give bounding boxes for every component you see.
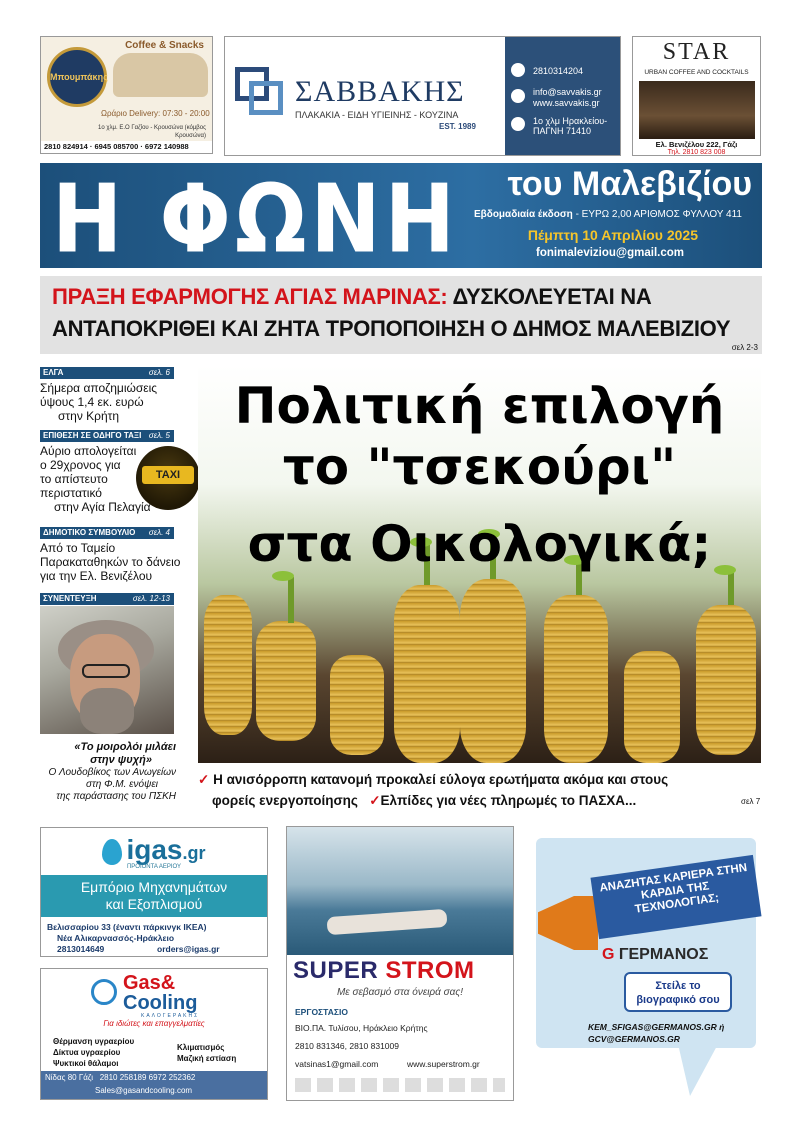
taxi-sign-text: TAXI (142, 466, 194, 484)
story-line: Από το Ταμείο (40, 541, 116, 555)
star-phone: Τηλ. 2810 823 008 (667, 149, 726, 156)
lead-page-ref: σελ 2-3 (731, 343, 758, 352)
check-icon: ✓ (198, 772, 210, 787)
star-storefront-image (639, 81, 755, 139)
germanos-question: ΑΝΑΖΗΤΑΣ ΚΑΡΙΕΡΑ ΣΤΗΝ ΚΑΡΔΙΑ ΤΗΣ ΤΕΧΝΟΛΟΓΙΑΣ; (590, 855, 761, 939)
ad-star[interactable] (632, 36, 761, 156)
germanos-email-1[interactable]: KEM_SFIGAS@GERMANOS.GR ή (588, 1022, 725, 1032)
interview-desc-3: της παράστασης του ΠΣΚΗ (56, 791, 176, 802)
check-icon: ✓ (369, 793, 381, 808)
snowflake-icon (91, 979, 117, 1005)
igas-address-2: Νέα Αλικαρνασσός-Ηράκλειο (57, 933, 175, 943)
lead-line-1-rest: ΔΥΣΚΟΛΕΥΕΤΑΙ ΝΑ (447, 284, 652, 309)
taxi-sign-image (136, 446, 200, 510)
story-line: Αύριο απολογείται (40, 444, 137, 458)
interview-portrait[interactable] (40, 606, 174, 734)
gas-phones: 2810 258189 6972 252362 (99, 1073, 196, 1082)
story-line: το απίστευτο (40, 472, 108, 486)
igas-domain: .gr (182, 843, 206, 863)
germanos-email-2[interactable]: GCV@GERMANOS.GR (588, 1034, 680, 1044)
star-brand: STAR (662, 39, 731, 65)
section-page: σελ. 4 (148, 528, 170, 537)
savvakis-email: info@savvakis.gr (533, 87, 602, 97)
section-page: σελ. 6 (148, 368, 170, 377)
sea-mattress-image (287, 827, 513, 955)
delivery-hours: Ωράριο Delivery: 07:30 - 20:00 (101, 109, 210, 118)
story-line: περιστατικό (40, 486, 102, 500)
section-bar-interview (40, 593, 174, 605)
igas-band (41, 875, 267, 917)
section-page: σελ. 5 (148, 431, 170, 440)
glasses-icon (82, 664, 130, 678)
ad-phones: 2810 824914 · 6945 085700 · 6972 140988 (41, 141, 212, 153)
germanos-brand-text: ΓΕΡΜΑΝΟΣ (618, 946, 709, 963)
star-tagline: URBAN COFFEE AND COCKTAILS (644, 69, 749, 76)
sidebar-item-taxi[interactable] (40, 444, 151, 514)
gas-email: Sales@gasandcooling.com (95, 1086, 193, 1095)
newspaper-title: Η ΦΩΝΗ (52, 164, 459, 268)
igas-logo (41, 834, 267, 866)
send-line: Στείλε το (655, 980, 701, 992)
issue-date: Πέμπτη 10 Απριλίου 2025 (527, 227, 698, 243)
savvakis-contact-panel (505, 37, 621, 155)
igas-band-line: και Εξοπλισμού (105, 896, 203, 912)
savvakis-brand: ΣΑΒΒΑΚΗΣ (295, 75, 465, 108)
lead-line-2: ΑΝΤΑΠΟΚΡΙΘΕΙ ΚΑΙ ΖΗΤΑ ΤΡΟΠΟΠΟΙΗΣΗ Ο ΔΗΜΟΣ ΜΑΛΕΒΙΖΙΟΥ (52, 316, 731, 341)
section-label: ΕΠΙΘΕΣΗ ΣΕ ΟΔΗΓΟ ΤΑΞΙ (43, 431, 142, 440)
story-line: ύψους 1,4 εκ. ευρώ (40, 395, 144, 409)
savvakis-web: www.savvakis.gr (533, 98, 600, 108)
story-line: στην Κρήτη (58, 409, 120, 423)
interview-quote-2: στην ψυχή» (90, 754, 152, 766)
story-line: Παρακαταθηκών το δάνειο (40, 555, 181, 569)
subline-text: Η ανισόρροπη κατανομή προκαλεί εύλογα ερωτήματα ακόμα και στους (213, 772, 669, 787)
interview-quote-1: «Το μοιρολόι μιλάει (74, 741, 176, 753)
story-line: στην Αγία Πελαγία (54, 500, 151, 514)
edition-info (474, 209, 742, 220)
gas-brand-line: Gas& (123, 972, 176, 994)
igas-tagline: ΠΡΟΙΟΝΤΑ ΑΕΡΙΟΥ (126, 864, 182, 870)
savvakis-logo-icon (235, 67, 285, 117)
gas-surname: ΚΑΛΟΓΕΡΑΚΗΣ (141, 1013, 200, 1019)
gas-cooling-brand (123, 973, 197, 1013)
superstrom-web: www.superstrom.gr (407, 1059, 480, 1069)
newspaper-email[interactable]: fonimaleviziou@gmail.com (536, 247, 684, 259)
interview-desc-1: Ο Λουδοβίκος των Ανωγείων (48, 767, 176, 778)
igas-phone: 2813014649 (57, 944, 105, 954)
superstrom-address: ΒΙΟ.ΠΑ. Τυλίσου, Ηράκλειο Κρήτης (295, 1023, 428, 1033)
sidebar-item-council[interactable] (40, 541, 180, 583)
main-subline-1 (198, 772, 668, 788)
section-page: σελ. 12-13 (132, 594, 170, 603)
savvakis-phone: 2810314204 (533, 66, 584, 76)
section-label: ΣΥΝΕΝΤΕΥΞΗ (43, 594, 97, 603)
ad-gas-cooling[interactable] (40, 968, 268, 1100)
section-bar-taxi (40, 430, 174, 442)
main-page-ref: σελ 7 (741, 797, 761, 806)
ad-savvakis[interactable] (224, 36, 621, 156)
gas-contact (41, 1071, 267, 1099)
gas-service: Θέρμανση υγραερίου (53, 1037, 135, 1046)
story-line: ο 29χρονος για (40, 458, 121, 472)
lead-kicker: ΠΡΑΞΗ ΕΦΑΡΜΟΓΗΣ ΑΓΙΑΣ ΜΑΡΙΝΑΣ: (52, 284, 448, 309)
main-headline-2[interactable]: το "τσεκούρι" (282, 438, 677, 496)
ad-address: 1ο χλμ. Ε.Ο Γαζίου - Κρουσώνα (κόμβος Κρουσώνα) (98, 125, 206, 139)
savvakis-subtitle: ΠΛΑΚΑΚΙΑ - ΕΙΔΗ ΥΓΙΕΙΝΗΣ - ΚΟΥΖΙΝΑ (295, 110, 459, 120)
ad-superstrom[interactable] (286, 826, 514, 1101)
send-line: βιογραφικό σου (636, 994, 720, 1006)
savvakis-brand-panel (225, 37, 505, 155)
ad-germanos[interactable] (528, 826, 762, 1101)
igas-email: orders@igas.gr (157, 944, 220, 954)
gas-brand-line: Cooling (123, 992, 198, 1014)
section-label: ΕΛΓΑ (43, 368, 64, 377)
newspaper-subtitle: του Μαλεβιζίου (507, 165, 752, 203)
igas-band-line: Εμπόριο Μηχανημάτων (80, 879, 228, 895)
story-line: Σήμερα αποζημιώσεις (40, 381, 158, 395)
gas-service: Κλιματισμός (177, 1043, 225, 1052)
superstrom-factory: ΕΡΓΟΣΤΑΣΙΟ (295, 1007, 348, 1017)
savvakis-address: 1ο χλμ Ηρακλείου-ΠΑΓΝΗ 71410 (533, 116, 608, 136)
certification-logos (295, 1078, 505, 1092)
igas-brand: igas (126, 834, 183, 865)
subline-text: Ελπίδες για νέες πληρωμές το ΠΑΣΧΑ... (380, 793, 637, 808)
gas-service: Μαζική εστίαση (177, 1054, 237, 1063)
germanos-logo-icon: G (602, 946, 619, 963)
star-address: Ελ. Βενιζέλου 222, Γάζι (655, 140, 738, 149)
superstrom-brand-a: SUPER (293, 957, 386, 984)
section-bar-council (40, 527, 174, 539)
germanos-send-cv (624, 972, 732, 1012)
interview-desc-2: στη Φ.Μ. ενόψει (86, 779, 158, 790)
gas-tagline: Για ιδιώτες και επαγγελματίες (103, 1019, 205, 1028)
ad-mpoulakis[interactable] (40, 36, 213, 154)
weekly-label: Εβδομαδιαία έκδοση (473, 209, 573, 220)
superstrom-tagline: Με σεβασμό στα όνειρά σας! (336, 987, 464, 998)
superstrom-brand-b: STROM (385, 957, 475, 984)
igas-address-1: Βελισσαρίου 33 (έναντι πάρκινγκ ΙΚΕΑ) (47, 922, 207, 932)
ad-igas[interactable] (40, 827, 268, 957)
subline-text: φορείς ενεργοποίησης (212, 793, 358, 808)
price-issue: - ΕΥΡΩ 2,00 ΑΡΙΘΜΟΣ ΦΥΛΛΟΥ 411 (575, 209, 742, 220)
main-headline-3[interactable]: στα Οικολογικά; (247, 515, 712, 573)
ad-tagline: Coffee & Snacks (125, 40, 204, 51)
superstrom-phones: 2810 831346, 2810 831009 (295, 1041, 399, 1051)
mpoulakis-brand: Μπουμπάκης (50, 72, 108, 82)
savvakis-est: EST. 1989 (439, 122, 476, 131)
flame-icon (102, 839, 122, 865)
main-headline-1[interactable]: Πολιτική επιλογή (234, 377, 725, 435)
phone-icon (511, 63, 525, 77)
lead-line-1 (52, 284, 651, 310)
gas-service: Ψυκτικοί θάλαμοι (53, 1059, 119, 1068)
germanos-brand (602, 946, 708, 964)
section-bar-elga (40, 367, 174, 379)
section-label: ΔΗΜΟΤΙΚΟ ΣΥΜΒΟΥΛΙΟ (43, 528, 136, 537)
gas-address: Νίδας 80 Γάζι (45, 1073, 94, 1082)
superstrom-email: vatsinas1@gmail.com (295, 1059, 379, 1069)
mpoulakis-logo (47, 47, 107, 107)
main-subline-2 (212, 793, 636, 809)
gas-service: Δίκτυα υγραερίου (53, 1048, 121, 1057)
story-line: για την Ελ. Βενιζέλου (40, 569, 153, 583)
interview-caption[interactable] (40, 741, 176, 803)
location-icon (511, 117, 525, 131)
sidebar-item-elga[interactable] (40, 381, 157, 423)
superstrom-brand (293, 957, 475, 985)
masthead (40, 163, 762, 268)
lead-headline[interactable] (40, 276, 762, 354)
sandwich-image (113, 53, 208, 97)
web-icon (511, 89, 525, 103)
